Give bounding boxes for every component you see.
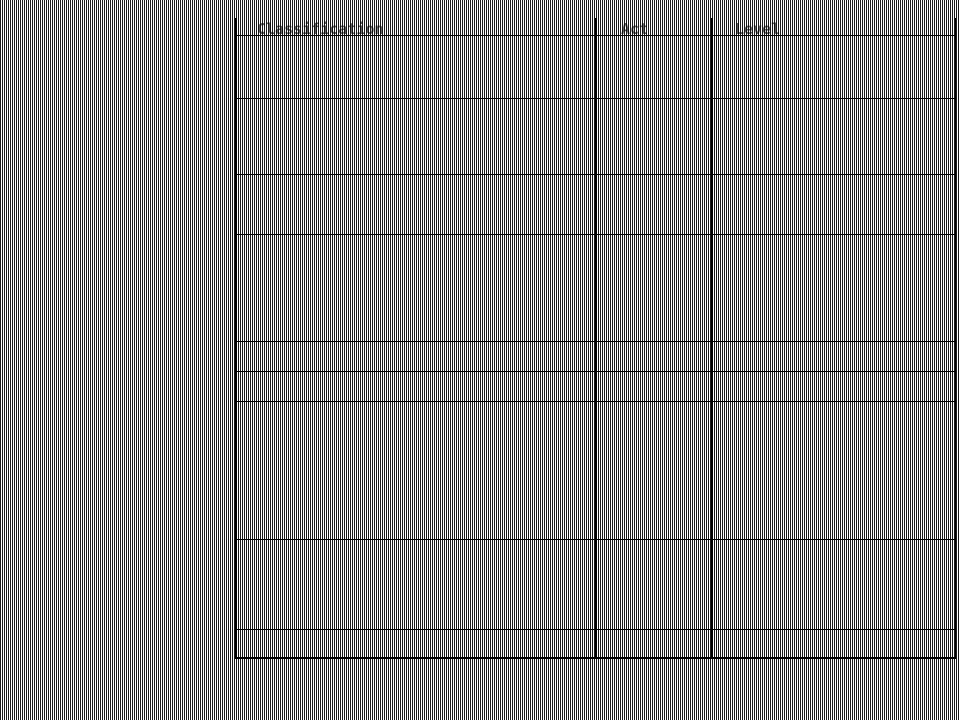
act-cell bbox=[597, 630, 713, 657]
classification-cell bbox=[237, 342, 597, 371]
classification-cell bbox=[237, 235, 597, 341]
classification-cell bbox=[237, 402, 597, 539]
level-cell bbox=[713, 540, 955, 629]
data-table bbox=[235, 18, 956, 659]
column-header-act: Act bbox=[621, 20, 649, 35]
column-header-classification: Classification bbox=[257, 20, 384, 35]
level-cell bbox=[713, 630, 955, 657]
level-cell bbox=[713, 36, 955, 98]
level-cell bbox=[713, 342, 955, 371]
column-header-level: Level bbox=[735, 20, 781, 35]
act-cell bbox=[597, 402, 713, 539]
classification-cell bbox=[237, 372, 597, 401]
level-cell bbox=[713, 235, 955, 341]
act-cell bbox=[597, 99, 713, 174]
act-cell bbox=[597, 342, 713, 371]
classification-cell bbox=[237, 630, 597, 657]
act-cell bbox=[597, 175, 713, 234]
level-cell bbox=[713, 99, 955, 174]
column-divider bbox=[595, 18, 597, 657]
level-cell bbox=[713, 372, 955, 401]
act-cell bbox=[597, 36, 713, 98]
classification-cell bbox=[237, 540, 597, 629]
classification-cell bbox=[237, 36, 597, 98]
column-divider bbox=[711, 18, 713, 657]
classification-cell bbox=[237, 99, 597, 174]
level-cell bbox=[713, 175, 955, 234]
act-cell bbox=[597, 540, 713, 629]
level-cell bbox=[713, 402, 955, 539]
act-cell bbox=[597, 372, 713, 401]
act-cell bbox=[597, 235, 713, 341]
classification-cell bbox=[237, 175, 597, 234]
